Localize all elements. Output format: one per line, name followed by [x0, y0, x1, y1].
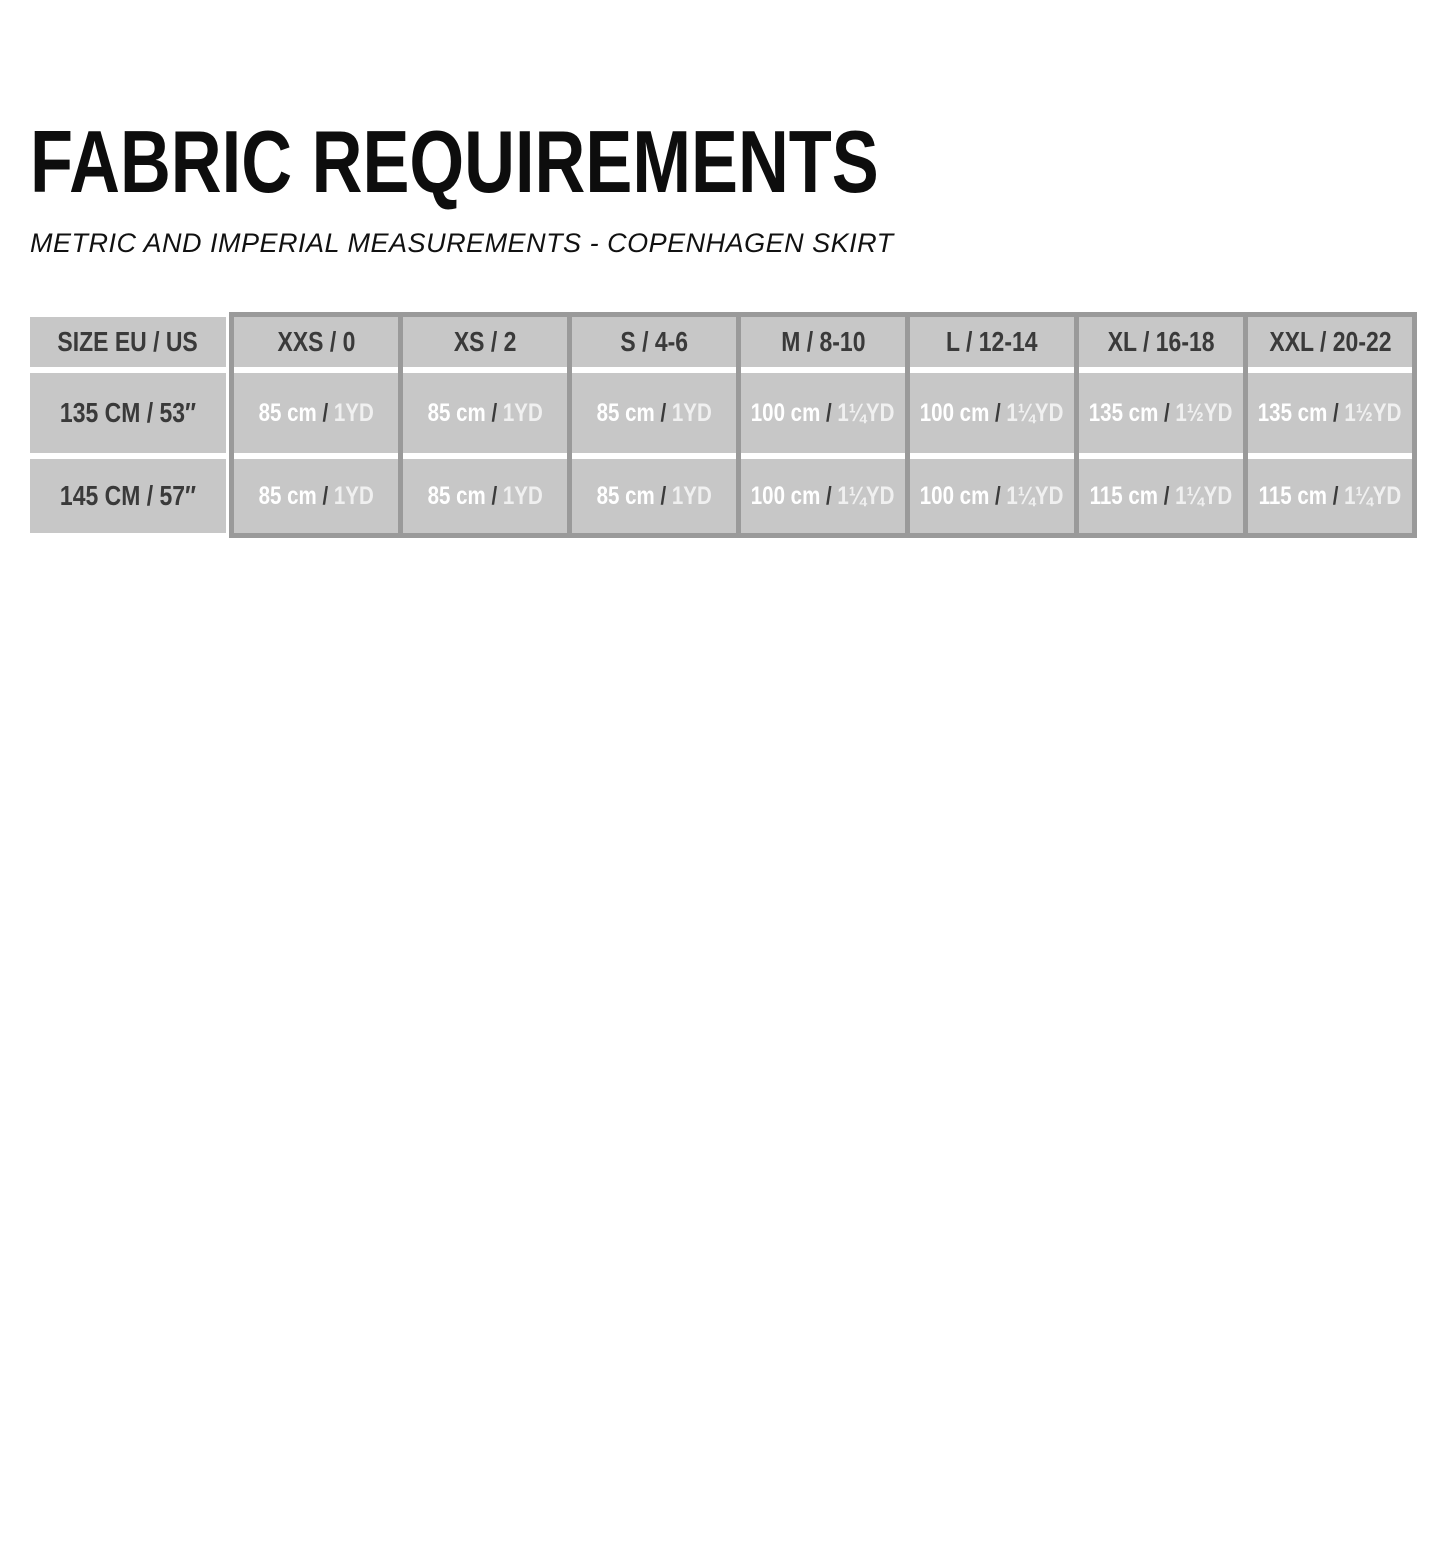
page-subtitle: METRIC AND IMPERIAL MEASUREMENTS - COPENHAGEN SKIRT [30, 228, 894, 258]
fabric-value [596, 482, 711, 511]
fabric-cell [1248, 459, 1412, 533]
fabric-cell [1248, 373, 1412, 453]
metric-value: 85 cm [427, 398, 486, 427]
imperial-value: 1¼YD [837, 481, 895, 510]
size-header-cell [403, 317, 567, 367]
separator: / [660, 398, 666, 427]
row-label-cell-145cm [30, 459, 226, 533]
separator: / [660, 481, 666, 510]
imperial-value: 1YD [333, 398, 374, 427]
data-columns [229, 312, 1417, 538]
fabric-cell [572, 373, 736, 453]
size-header-label: M / 8-10 [780, 326, 866, 357]
fabric-value [596, 399, 711, 428]
document-page [0, 112, 1445, 538]
imperial-value: 1YD [671, 398, 712, 427]
fabric-value [920, 399, 1064, 428]
fabric-cell [403, 459, 567, 533]
separator: / [826, 481, 833, 510]
imperial-value: 1½YD [1344, 398, 1402, 427]
imperial-value: 1YD [502, 481, 543, 510]
size-header-label: S / 4-6 [620, 326, 688, 357]
fabric-value [1259, 482, 1401, 511]
fabric-value [258, 399, 373, 428]
fabric-cell [234, 459, 398, 533]
size-header-cell [1079, 317, 1243, 367]
fabric-cell [1079, 373, 1243, 453]
separator: / [1332, 481, 1339, 510]
column-l-12-14 [910, 317, 1074, 533]
fabric-cell [1079, 459, 1243, 533]
size-header-cell [910, 317, 1074, 367]
row-label-135cm: 135 CM / 53″ [59, 397, 197, 428]
column-m-8-10 [741, 317, 905, 533]
separator: / [322, 398, 328, 427]
separator: / [826, 398, 833, 427]
page-title-text: FABRIC REQUIREMENTS [30, 112, 879, 211]
size-header-cell [1248, 317, 1412, 367]
imperial-value: 1½YD [1175, 398, 1233, 427]
metric-value: 100 cm [920, 398, 990, 427]
fabric-cell [234, 373, 398, 453]
column-xxs-0 [234, 317, 398, 533]
fabric-value [427, 482, 542, 511]
fabric-cell [403, 373, 567, 453]
metric-value: 100 cm [751, 481, 821, 510]
size-header-label: XXS / 0 [277, 326, 355, 357]
row-label-145cm: 145 CM / 57″ [59, 480, 197, 511]
fabric-value [751, 399, 895, 428]
fabric-value [1258, 399, 1402, 428]
separator: / [1333, 398, 1340, 427]
corner-header-label: SIZE EU / US [57, 326, 199, 357]
fabric-value [1090, 482, 1232, 511]
metric-value: 85 cm [596, 481, 655, 510]
fabric-cell [910, 459, 1074, 533]
fabric-cell [741, 373, 905, 453]
size-header-label: XXL / 20-22 [1268, 326, 1392, 357]
imperial-value: 1¼YD [1175, 481, 1233, 510]
imperial-value: 1YD [333, 481, 374, 510]
imperial-value: 1¼YD [1006, 481, 1064, 510]
separator: / [1164, 398, 1171, 427]
fabric-value [751, 482, 895, 511]
fabric-value [258, 482, 373, 511]
fabric-value [427, 399, 542, 428]
fabric-cell [741, 459, 905, 533]
metric-value: 115 cm [1258, 481, 1328, 510]
size-header-label: XL / 16-18 [1107, 326, 1215, 357]
metric-value: 85 cm [258, 398, 317, 427]
fabric-value [1089, 399, 1233, 428]
corner-header-cell [30, 317, 226, 367]
size-header-cell [234, 317, 398, 367]
size-label-column [30, 317, 226, 533]
metric-value: 100 cm [920, 481, 990, 510]
size-header-cell [741, 317, 905, 367]
separator: / [491, 481, 497, 510]
metric-value: 85 cm [258, 481, 317, 510]
metric-value: 115 cm [1089, 481, 1159, 510]
size-header-cell [572, 317, 736, 367]
metric-value: 85 cm [596, 398, 655, 427]
separator: / [995, 398, 1002, 427]
imperial-value: 1¼YD [1006, 398, 1064, 427]
column-xxl-20-22 [1248, 317, 1412, 533]
metric-value: 100 cm [751, 398, 821, 427]
fabric-cell [910, 373, 1074, 453]
metric-value: 135 cm [1089, 398, 1159, 427]
fabric-value [920, 482, 1064, 511]
imperial-value: 1¼YD [837, 398, 895, 427]
column-s-4-6 [572, 317, 736, 533]
separator: / [491, 398, 497, 427]
fabric-requirements-table [30, 312, 1445, 538]
separator: / [322, 481, 328, 510]
separator: / [995, 481, 1002, 510]
fabric-cell [572, 459, 736, 533]
imperial-value: 1YD [502, 398, 543, 427]
page-title [30, 112, 1445, 211]
metric-value: 135 cm [1258, 398, 1328, 427]
column-xs-2 [403, 317, 567, 533]
separator: / [1163, 481, 1170, 510]
metric-value: 85 cm [427, 481, 486, 510]
size-header-label: L / 12-14 [946, 326, 1038, 357]
size-header-label: XS / 2 [453, 326, 517, 357]
row-label-cell-135cm [30, 373, 226, 453]
imperial-value: 1YD [671, 481, 712, 510]
column-xl-16-18 [1079, 317, 1243, 533]
imperial-value: 1¼YD [1344, 481, 1402, 510]
